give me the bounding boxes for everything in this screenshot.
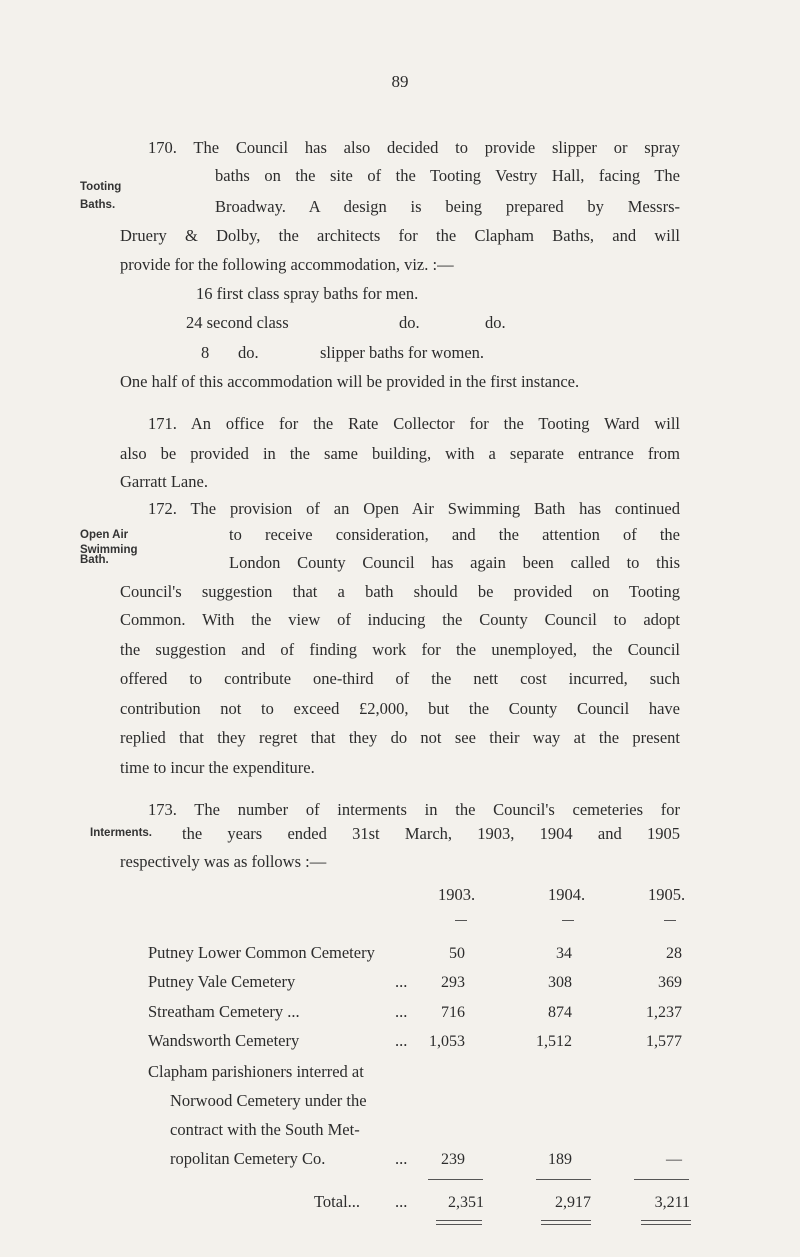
accommodation-item-2: 24 second class	[186, 313, 289, 332]
cell-1903: 293	[441, 974, 465, 991]
total-1903: 2,351	[448, 1194, 484, 1211]
cell-1903: 50	[449, 945, 465, 962]
para-173-line-3: respectively was as follows :—	[120, 852, 327, 871]
para-172-line-10: time to incur the expenditure.	[120, 758, 315, 777]
para-172-line-7: offered to contribute one-third of the nett cost incurred, such	[120, 669, 680, 688]
cell-1905: —	[666, 1151, 682, 1168]
row-label: Streatham Cemetery ...	[148, 1002, 300, 1021]
double-rule-1904-b	[541, 1224, 591, 1225]
para-171-line-3: Garratt Lane.	[120, 472, 208, 491]
para-173-line-2: the years ended 31st March, 1903, 1904 and 1905	[182, 824, 680, 843]
margin-note-interments: Interments.	[90, 827, 152, 839]
cell-1905: 369	[658, 974, 682, 991]
para-170-line-3: Broadway. A design is being prepared by Messrs-	[215, 197, 680, 216]
total-1904: 2,917	[555, 1194, 591, 1211]
cell-1903: 716	[441, 1004, 465, 1021]
rule-above-total-1904	[536, 1179, 591, 1180]
para-172-line-6: the suggestion and of finding work for the unemployed, the Council	[120, 640, 680, 659]
row-label-line-1: Clapham parishioners interred at	[148, 1062, 364, 1081]
para-170-line-1: 170. The Council has also decided to provide slipper or spray	[148, 138, 680, 157]
para-172-line-1: 172. The provision of an Open Air Swimming Bath has continued	[148, 499, 680, 518]
leader-dots: ...	[395, 1192, 408, 1211]
double-rule-1904-a	[541, 1220, 591, 1221]
cell-1905: 1,237	[646, 1004, 682, 1021]
para-171-line-2: also be provided in the same building, with a separate entrance from	[120, 444, 680, 463]
header-dash-1905	[664, 920, 676, 921]
double-rule-1903-a	[436, 1220, 482, 1221]
col-header-1904: 1904.	[548, 885, 586, 904]
para-170-line-2: baths on the site of the Tooting Vestry Hall, facing The	[215, 166, 680, 185]
accommodation-item-3-do: do.	[238, 343, 259, 362]
para-172-line-8: contribution not to exceed £2,000, but the County Council have	[120, 699, 680, 718]
para-170-line-5: provide for the following accommodation, viz. :—	[120, 255, 454, 274]
margin-note-open-air-swimming-bath: Open Air Swimming Bath.	[80, 529, 138, 566]
page-number: 89	[391, 72, 409, 91]
cell-1904: 1,512	[536, 1033, 572, 1050]
accommodation-item-2-do-a: do.	[399, 313, 420, 332]
cell-1904: 189	[548, 1151, 572, 1168]
cell-1905: 1,577	[646, 1033, 682, 1050]
accommodation-item-2-do-b: do.	[485, 313, 506, 332]
rule-above-total-1903	[428, 1179, 483, 1180]
cell-1905: 28	[666, 945, 682, 962]
para-173-line-1: 173. The number of interments in the Council's cemeteries for	[148, 800, 680, 819]
para-172-line-9: replied that they regret that they do not see their way at the present	[120, 728, 680, 747]
double-rule-1905-a	[641, 1220, 691, 1221]
cell-1904: 34	[556, 945, 572, 962]
col-header-1903: 1903.	[438, 885, 476, 904]
col-header-1905: 1905.	[648, 885, 686, 904]
cell-1904: 308	[548, 974, 572, 991]
para-172-line-2: to receive consideration, and the attention of the	[229, 525, 680, 544]
header-dash-1904	[562, 920, 574, 921]
row-label: Putney Vale Cemetery	[148, 972, 296, 991]
accommodation-item-3-qty: 8	[201, 343, 210, 362]
leader-dots: ...	[395, 1149, 408, 1168]
row-label: Putney Lower Common Cemetery	[148, 943, 375, 962]
para-171-line-1: 171. An office for the Rate Collector for the Tooting Ward will	[148, 414, 680, 433]
rule-above-total-1905	[634, 1179, 689, 1180]
cell-1903: 1,053	[429, 1033, 465, 1050]
para-170-closing: One half of this accommodation will be provided in the first instance.	[120, 372, 580, 391]
leader-dots: ...	[395, 1031, 408, 1050]
double-rule-1905-b	[641, 1224, 691, 1225]
cell-1903: 239	[441, 1151, 465, 1168]
cell-1904: 874	[548, 1004, 572, 1021]
para-172-line-5: Common. With the view of inducing the County Council to adopt	[120, 610, 680, 629]
leader-dots: ...	[395, 972, 408, 991]
accommodation-item-1: 16 first class spray baths for men.	[196, 284, 419, 303]
row-label: Wandsworth Cemetery	[148, 1031, 300, 1050]
para-172-line-3: London County Council has again been called to this	[229, 553, 680, 572]
row-label-line-3: contract with the South Met-	[170, 1120, 360, 1139]
accommodation-item-3-desc: slipper baths for women.	[320, 343, 485, 362]
total-label: Total...	[314, 1192, 361, 1211]
header-dash-1903	[455, 920, 467, 921]
leader-dots: ...	[395, 1002, 408, 1021]
margin-note-tooting-baths: Tooting Baths.	[80, 181, 122, 211]
total-1905: 3,211	[654, 1194, 690, 1211]
row-label-line-4: ropolitan Cemetery Co.	[170, 1149, 326, 1168]
para-172-line-4: Council's suggestion that a bath should be provided on Tooting	[120, 582, 680, 601]
row-label-line-2: Norwood Cemetery under the	[170, 1091, 367, 1110]
double-rule-1903-b	[436, 1224, 482, 1225]
para-170-line-4: Druery & Dolby, the architects for the Clapham Baths, and will	[120, 226, 680, 245]
